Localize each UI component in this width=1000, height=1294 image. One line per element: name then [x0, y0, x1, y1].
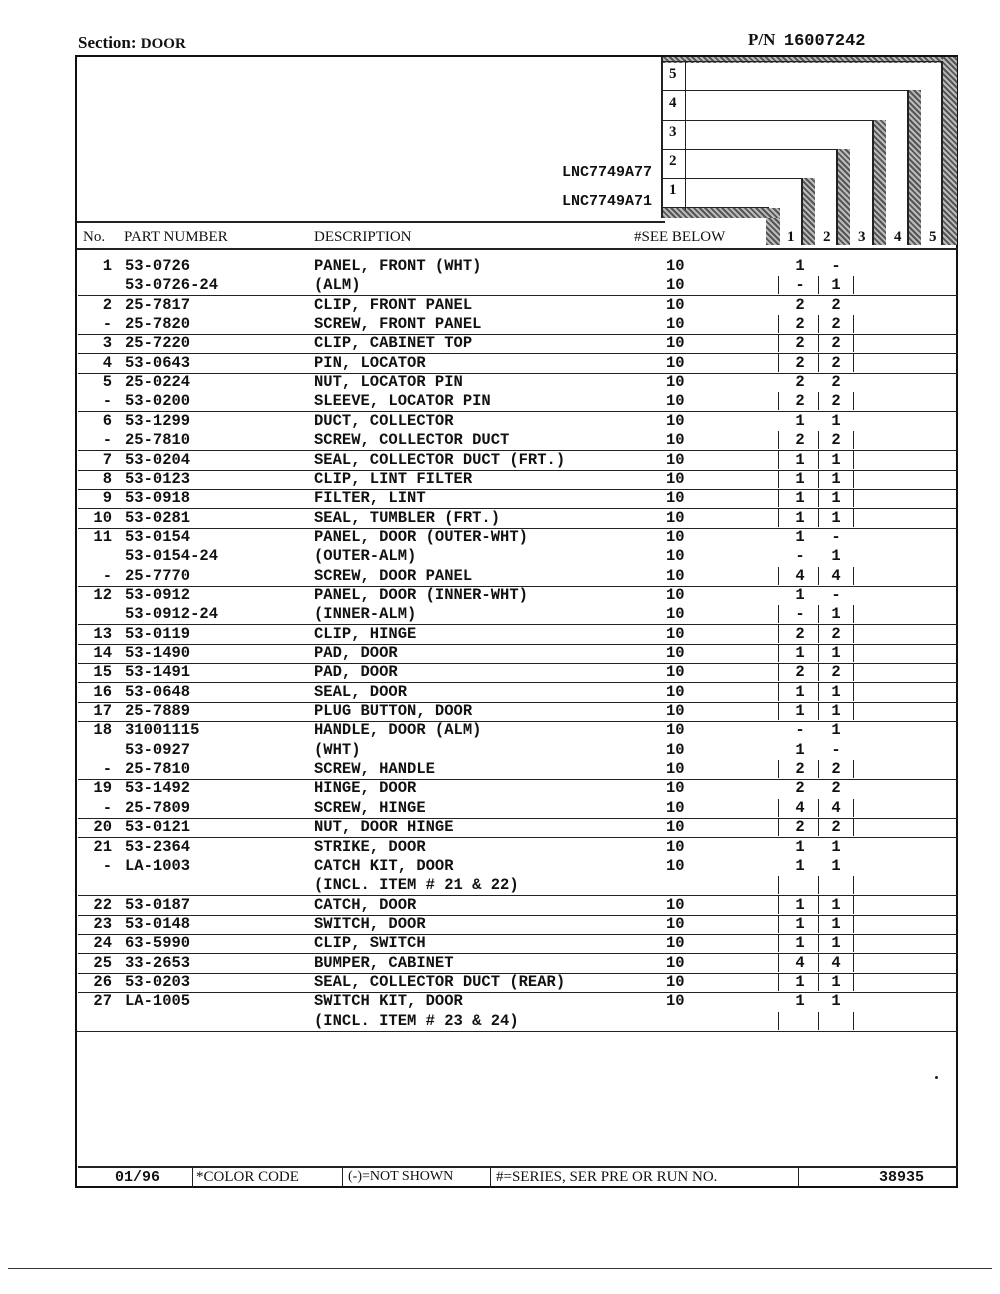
series-number: 10	[666, 392, 685, 411]
item-number: 9	[102, 489, 112, 508]
qty-model-2: 1	[831, 489, 841, 508]
series-number: 10	[666, 315, 685, 334]
qty-model-1: 2	[795, 392, 805, 411]
qty-model-2: -	[831, 257, 841, 275]
series-number: 10	[666, 624, 685, 643]
series-number: 10	[666, 431, 685, 450]
table-row	[78, 625, 958, 645]
table-row	[78, 954, 958, 974]
qty-model-2: 2	[831, 392, 841, 411]
part-number: 25-7810	[125, 760, 191, 779]
part-number: 53-0148	[125, 914, 191, 933]
description: CATCH, DOOR	[314, 895, 417, 914]
item-number: -	[102, 760, 112, 779]
series-number: 10	[666, 547, 685, 566]
part-number: 53-0200	[125, 392, 191, 411]
description: (WHT)	[314, 740, 361, 759]
description: STRIKE, DOOR	[314, 837, 426, 856]
part-number: 53-0643	[125, 353, 191, 372]
description: (INCL. ITEM # 23 & 24)	[314, 1011, 519, 1030]
series-number: 10	[666, 334, 685, 353]
qty-model-2: 1	[831, 992, 841, 1011]
qty-model-1: 1	[795, 508, 805, 527]
qty-model-2: 2	[831, 818, 841, 837]
part-number-heading	[748, 30, 866, 51]
qty-model-2: 1	[831, 721, 841, 740]
item-number: 12	[93, 585, 112, 604]
item-number: 5	[102, 373, 112, 392]
description: SWITCH, DOOR	[314, 914, 426, 933]
col-header-model-3: 3	[858, 229, 866, 245]
series-number: 10	[666, 818, 685, 837]
series-number: 10	[666, 295, 685, 314]
table-row	[78, 760, 958, 780]
item-number: 16	[93, 682, 112, 701]
qty-model-1: 1	[795, 914, 805, 933]
table-row	[78, 876, 958, 896]
qty-model-2: 4	[831, 566, 841, 585]
part-number: 53-0927	[125, 740, 191, 759]
description: SCREW, COLLECTOR DUCT	[314, 431, 510, 450]
table-row	[78, 683, 958, 703]
qty-model-2: 2	[831, 779, 841, 798]
part-number: 53-0912	[125, 585, 191, 604]
qty-model-2: 2	[831, 334, 841, 353]
pn-label: P/N	[748, 30, 776, 49]
part-number: LA-1005	[125, 992, 191, 1011]
table-row	[78, 334, 958, 354]
table-row	[78, 470, 958, 490]
table-row	[78, 451, 958, 471]
item-number: -	[102, 431, 112, 450]
series-number: 10	[666, 257, 685, 275]
series-number: 10	[666, 779, 685, 798]
qty-model-2: 4	[831, 953, 841, 972]
qty-model-1: 2	[795, 373, 805, 392]
series-number: 10	[666, 566, 685, 585]
qty-model-2: 2	[831, 663, 841, 682]
item-number: 4	[102, 353, 112, 372]
series-number: 10	[666, 353, 685, 372]
description: BUMPER, CABINET	[314, 953, 454, 972]
qty-model-1: 1	[795, 992, 805, 1011]
table-row	[78, 934, 958, 954]
footer-not-shown: (-)=NOT SHOWN	[348, 1169, 454, 1184]
description: SLEEVE, LOCATOR PIN	[314, 392, 491, 411]
part-number: 33-2653	[125, 953, 191, 972]
qty-model-1: 2	[795, 760, 805, 779]
qty-model-1: -	[795, 605, 805, 624]
item-number: 17	[93, 702, 112, 721]
table-row	[78, 915, 958, 935]
part-number: 63-5990	[125, 934, 191, 953]
qty-model-2: 1	[831, 682, 841, 701]
qty-model-1: 1	[795, 682, 805, 701]
qty-model-2: 1	[831, 547, 841, 566]
series-number: 10	[666, 856, 685, 875]
description: SCREW, DOOR PANEL	[314, 566, 473, 585]
table-row	[78, 1012, 958, 1032]
qty-model-2: 1	[831, 702, 841, 721]
part-number: 53-0119	[125, 624, 191, 643]
qty-model-2: 1	[831, 856, 841, 875]
description: CLIP, HINGE	[314, 624, 417, 643]
part-number: 53-0726	[125, 257, 191, 275]
series-number: 10	[666, 837, 685, 856]
qty-model-2: 4	[831, 798, 841, 817]
qty-model-2: 2	[831, 624, 841, 643]
qty-model-1: 1	[795, 585, 805, 604]
model-code-lnc7749a77: LNC7749A77	[561, 164, 652, 181]
description: SCREW, HANDLE	[314, 760, 435, 779]
description: CATCH KIT, DOOR	[314, 856, 454, 875]
item-number: 15	[93, 663, 112, 682]
item-number: 6	[102, 411, 112, 430]
qty-model-1: 1	[795, 411, 805, 430]
qty-model-2: 1	[831, 837, 841, 856]
description: PIN, LOCATOR	[314, 353, 426, 372]
qty-model-1: 2	[795, 353, 805, 372]
footer-color-code: *COLOR CODE	[196, 1169, 299, 1185]
description: PLUG BUTTON, DOOR	[314, 702, 473, 721]
qty-model-2: 1	[831, 276, 841, 295]
table-row	[78, 605, 958, 625]
qty-model-2: 1	[831, 895, 841, 914]
description: PAD, DOOR	[314, 644, 398, 662]
series-number: 10	[666, 914, 685, 933]
col-header-see-below: #SEE BELOW	[634, 229, 726, 245]
description: SEAL, COLLECTOR DUCT (FRT.)	[314, 450, 566, 469]
part-number: 25-7820	[125, 315, 191, 334]
item-number: 3	[102, 334, 112, 353]
part-number: 53-1492	[125, 779, 191, 798]
part-number: 25-7220	[125, 334, 191, 353]
table-row	[78, 663, 958, 683]
qty-model-1: -	[795, 721, 805, 740]
description: (INCL. ITEM # 21 & 22)	[314, 876, 519, 895]
series-number: 10	[666, 953, 685, 972]
series-number: 10	[666, 644, 685, 662]
series-number: 10	[666, 992, 685, 1011]
part-number: 53-1299	[125, 411, 191, 430]
part-number: 53-0203	[125, 972, 191, 991]
qty-model-1: 4	[795, 566, 805, 585]
qty-model-1: 2	[795, 779, 805, 798]
model-code-lnc7749a71: LNC7749A71	[561, 193, 652, 210]
page-bottom-rule	[8, 1268, 992, 1269]
qty-model-1: -	[795, 276, 805, 295]
item-number: 23	[93, 914, 112, 933]
item-number: 1	[102, 257, 112, 275]
description: SCREW, FRONT PANEL	[314, 315, 482, 334]
table-row	[78, 973, 958, 993]
series-number: 10	[666, 895, 685, 914]
part-number: 53-0187	[125, 895, 191, 914]
item-number: -	[102, 392, 112, 411]
qty-model-1: 1	[795, 934, 805, 953]
description: CLIP, LINT FILTER	[314, 469, 473, 488]
qty-model-1: 1	[795, 740, 805, 759]
series-number: 10	[666, 508, 685, 527]
item-number: -	[102, 566, 112, 585]
footer-date: 01/96	[115, 1169, 161, 1186]
series-number: 10	[666, 663, 685, 682]
description: (OUTER-ALM)	[314, 547, 417, 566]
item-number: 14	[93, 644, 112, 662]
table-row	[78, 857, 958, 876]
ladder-number-2: 2	[669, 153, 677, 169]
item-number: 27	[93, 992, 112, 1011]
series-number: 10	[666, 450, 685, 469]
qty-model-2: -	[831, 585, 841, 604]
qty-model-1: 1	[795, 702, 805, 721]
table-row	[78, 509, 958, 529]
table-row	[78, 992, 958, 1011]
description: PANEL, FRONT (WHT)	[314, 257, 482, 275]
description: HANDLE, DOOR (ALM)	[314, 721, 482, 740]
ladder-number-5: 5	[669, 66, 677, 82]
qty-model-2: -	[831, 740, 841, 759]
series-number: 10	[666, 721, 685, 740]
series-number: 10	[666, 469, 685, 488]
qty-model-2: 2	[831, 353, 841, 372]
series-number: 10	[666, 411, 685, 430]
qty-model-1: 1	[795, 489, 805, 508]
part-number: 25-7770	[125, 566, 191, 585]
qty-model-1: 1	[795, 837, 805, 856]
col-header-no: No.	[83, 229, 106, 245]
part-number: 53-0123	[125, 469, 191, 488]
ladder-number-3: 3	[669, 124, 677, 140]
qty-model-2: 1	[831, 469, 841, 488]
part-number: 53-1491	[125, 663, 191, 682]
qty-model-1: 2	[795, 663, 805, 682]
qty-model-1: 2	[795, 624, 805, 643]
description: NUT, LOCATOR PIN	[314, 373, 463, 392]
qty-model-2: 1	[831, 972, 841, 991]
table-row	[78, 489, 958, 509]
description: FILTER, LINT	[314, 489, 426, 508]
series-number: 10	[666, 276, 685, 295]
part-number: 25-7817	[125, 295, 191, 314]
description: CLIP, SWITCH	[314, 934, 426, 953]
qty-model-2: 2	[831, 315, 841, 334]
item-number: 19	[93, 779, 112, 798]
footer-bar	[78, 1166, 958, 1188]
part-number: 53-1490	[125, 644, 191, 662]
item-number: 2	[102, 295, 112, 314]
table-row	[78, 354, 958, 374]
pn-value: 16007242	[783, 32, 866, 51]
item-number: -	[102, 798, 112, 817]
description: SEAL, DOOR	[314, 682, 408, 701]
item-number: 25	[93, 953, 112, 972]
part-number: LA-1003	[125, 856, 191, 875]
qty-model-1: 2	[795, 334, 805, 353]
qty-model-2: 2	[831, 295, 841, 314]
col-header-model-4: 4	[894, 229, 902, 245]
item-number: 21	[93, 837, 112, 856]
series-number: 10	[666, 760, 685, 779]
qty-model-1: 1	[795, 895, 805, 914]
table-row	[78, 392, 958, 412]
table-row	[78, 315, 958, 335]
ladder-number-1: 1	[669, 182, 677, 198]
qty-model-2: 1	[831, 644, 841, 662]
series-number: 10	[666, 489, 685, 508]
part-number: 53-0204	[125, 450, 191, 469]
description: (ALM)	[314, 276, 361, 295]
qty-model-2: 2	[831, 760, 841, 779]
table-row	[78, 431, 958, 451]
table-row	[78, 799, 958, 819]
qty-model-1: 1	[795, 644, 805, 662]
qty-model-2: 1	[831, 411, 841, 430]
part-number: 53-0648	[125, 682, 191, 701]
description: SWITCH KIT, DOOR	[314, 992, 463, 1011]
series-number: 10	[666, 373, 685, 392]
item-number: -	[102, 315, 112, 334]
description: PANEL, DOOR (INNER-WHT)	[314, 585, 528, 604]
col-header-model-2: 2	[823, 229, 831, 245]
part-number: 53-2364	[125, 837, 191, 856]
qty-model-2: 1	[831, 605, 841, 624]
part-number: 53-0121	[125, 818, 191, 837]
item-number: 26	[93, 972, 112, 991]
qty-model-2: 2	[831, 431, 841, 450]
item-number: -	[102, 856, 112, 875]
table-row	[78, 896, 958, 916]
table-row	[78, 741, 958, 760]
qty-model-2: 1	[831, 914, 841, 933]
item-number: 24	[93, 934, 112, 953]
description: SEAL, TUMBLER (FRT.)	[314, 508, 501, 527]
qty-model-2: 1	[831, 450, 841, 469]
table-row	[78, 818, 958, 838]
item-number: 8	[102, 469, 112, 488]
part-number: 53-0281	[125, 508, 191, 527]
footer-doc-number: 38935	[879, 1169, 925, 1186]
col-header-model-5: 5	[929, 229, 937, 245]
part-number: 53-0154	[125, 527, 191, 546]
item-number: 7	[102, 450, 112, 469]
description: PAD, DOOR	[314, 663, 398, 682]
table-row	[78, 838, 958, 857]
section-heading	[78, 33, 186, 53]
section-value: DOOR	[140, 36, 186, 52]
description: CLIP, CABINET TOP	[314, 334, 473, 353]
qty-model-2: -	[831, 527, 841, 546]
scan-speck	[935, 1076, 938, 1079]
description: DUCT, COLLECTOR	[314, 411, 454, 430]
table-row	[78, 547, 958, 566]
table-row	[78, 702, 958, 722]
part-number: 25-7809	[125, 798, 191, 817]
item-number: 11	[93, 527, 112, 546]
qty-model-1: 4	[795, 953, 805, 972]
description: SEAL, COLLECTOR DUCT (REAR)	[314, 972, 566, 991]
part-number: 31001115	[125, 721, 200, 740]
qty-model-1: 4	[795, 798, 805, 817]
item-number: 20	[93, 818, 112, 837]
qty-model-2: 2	[831, 373, 841, 392]
col-header-part-number: PART NUMBER	[124, 229, 228, 245]
description: HINGE, DOOR	[314, 779, 417, 798]
table-row	[78, 586, 958, 605]
part-number: 53-0726-24	[125, 276, 219, 295]
qty-model-1: 2	[795, 818, 805, 837]
series-number: 10	[666, 585, 685, 604]
qty-model-1: 1	[795, 527, 805, 546]
qty-model-1: 1	[795, 257, 805, 275]
qty-model-1: 1	[795, 469, 805, 488]
item-number: 18	[93, 721, 112, 740]
part-number: 53-0154-24	[125, 547, 219, 566]
series-number: 10	[666, 527, 685, 546]
item-number: 22	[93, 895, 112, 914]
section-label: Section:	[78, 33, 137, 52]
series-number: 10	[666, 702, 685, 721]
qty-model-2: 1	[831, 934, 841, 953]
description: CLIP, FRONT PANEL	[314, 295, 473, 314]
qty-model-1: 1	[795, 856, 805, 875]
table-row	[78, 296, 958, 315]
description: PANEL, DOOR (OUTER-WHT)	[314, 527, 528, 546]
table-row	[78, 276, 958, 296]
series-number: 10	[666, 972, 685, 991]
series-number: 10	[666, 605, 685, 624]
table-row	[78, 412, 958, 431]
col-header-model-1: 1	[787, 229, 795, 245]
qty-model-1: -	[795, 547, 805, 566]
series-number: 10	[666, 798, 685, 817]
footer-series-note: #=SERIES, SER PRE OR RUN NO.	[496, 1169, 718, 1185]
description: (INNER-ALM)	[314, 605, 417, 624]
part-number: 53-0912-24	[125, 605, 219, 624]
description: NUT, DOOR HINGE	[314, 818, 454, 837]
part-number: 25-0224	[125, 373, 191, 392]
table-row	[78, 528, 958, 547]
table-row	[78, 373, 958, 392]
col-header-description: DESCRIPTION	[314, 229, 412, 245]
qty-model-1: 1	[795, 450, 805, 469]
part-number: 25-7810	[125, 431, 191, 450]
table-row	[78, 644, 958, 664]
table-row	[78, 721, 958, 740]
qty-model-1: 1	[795, 972, 805, 991]
series-number: 10	[666, 934, 685, 953]
qty-model-1: 2	[795, 295, 805, 314]
series-number: 10	[666, 682, 685, 701]
description: SCREW, HINGE	[314, 798, 426, 817]
table-row	[78, 257, 958, 276]
table-row	[78, 567, 958, 587]
qty-model-2: 1	[831, 508, 841, 527]
ladder-number-4: 4	[669, 95, 677, 111]
qty-model-1: 2	[795, 315, 805, 334]
part-number: 25-7889	[125, 702, 191, 721]
item-number: 13	[93, 624, 112, 643]
series-number: 10	[666, 740, 685, 759]
item-number: 10	[93, 508, 112, 527]
qty-model-1: 2	[795, 431, 805, 450]
part-number: 53-0918	[125, 489, 191, 508]
table-row	[78, 779, 958, 798]
